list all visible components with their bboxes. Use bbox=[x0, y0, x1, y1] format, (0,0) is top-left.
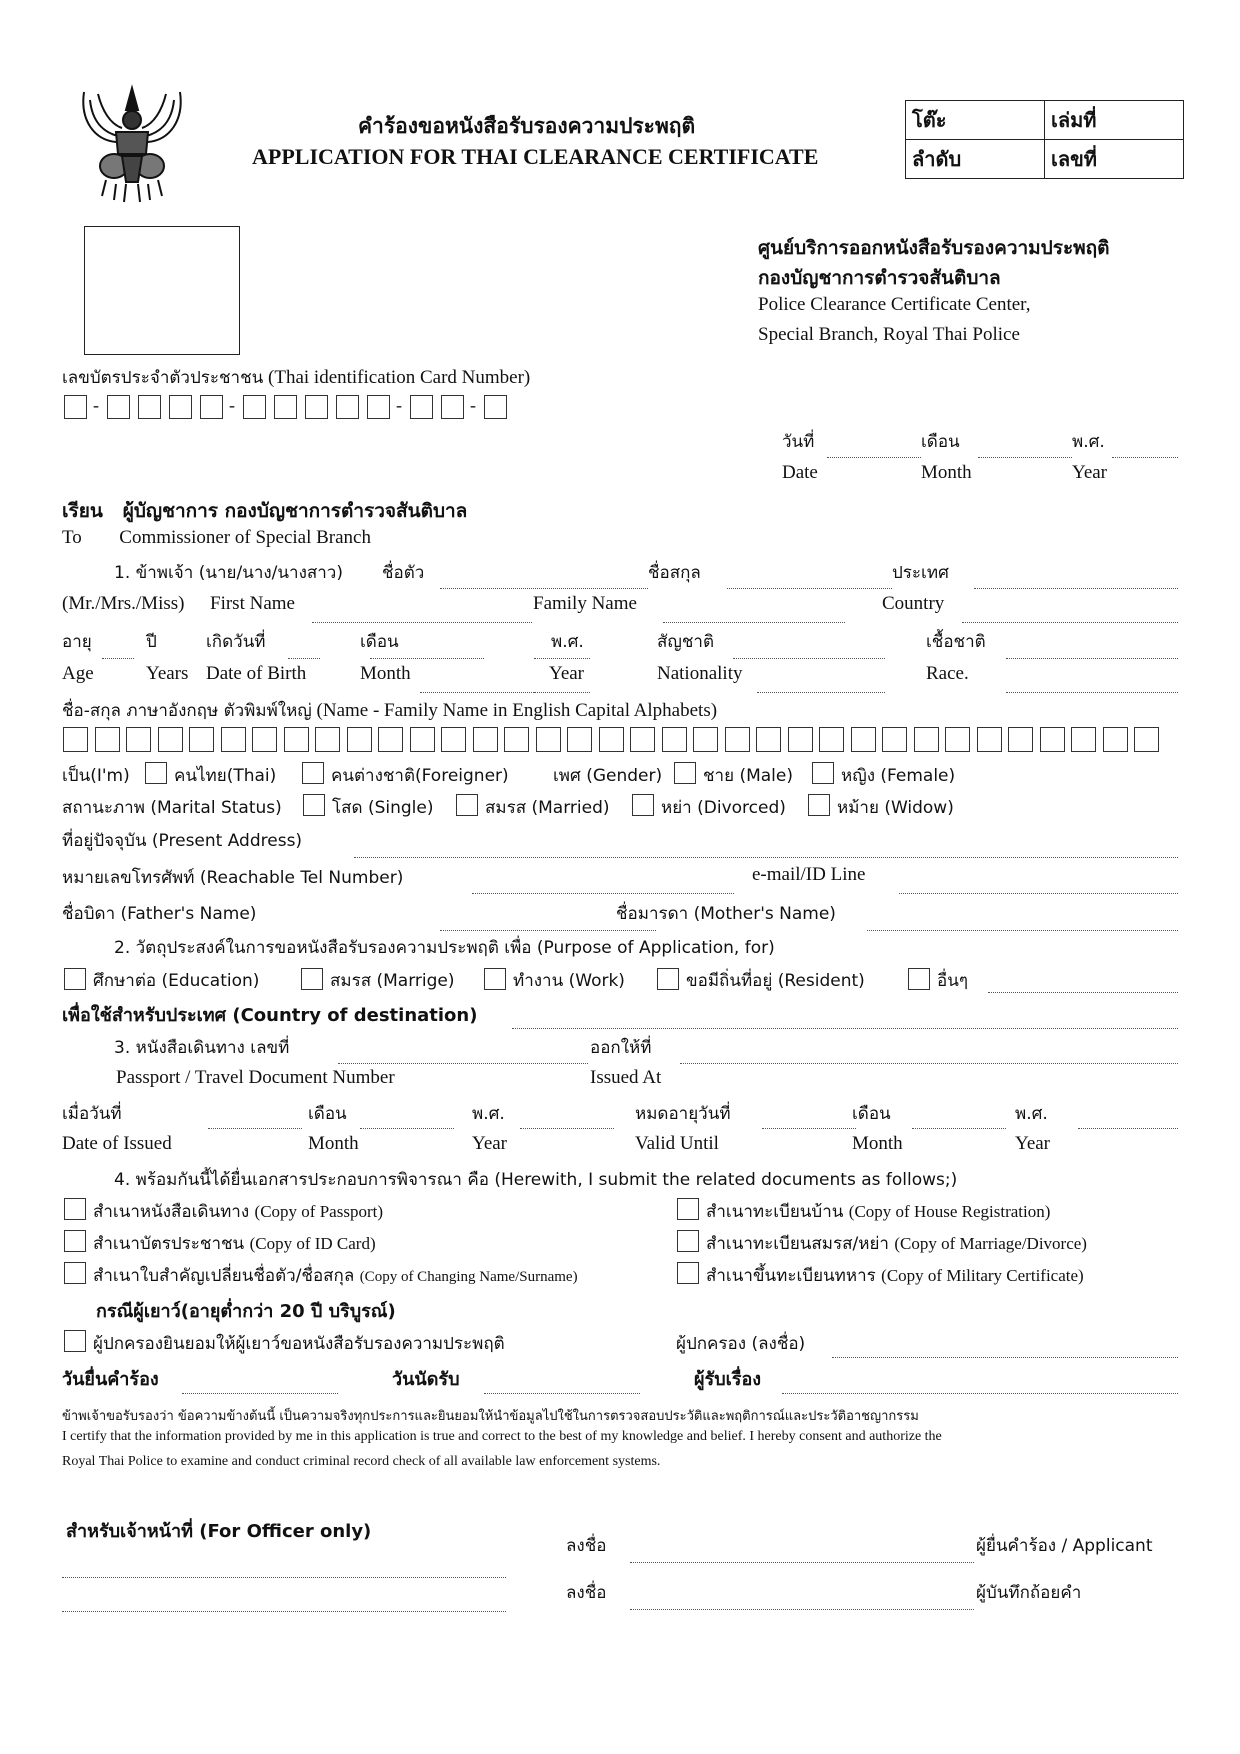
issue-year-th-label: พ.ศ. bbox=[472, 1104, 505, 1124]
recorder-role-label: ผู้บันทึกถ้อยคำ bbox=[976, 1583, 1082, 1603]
id-digit-box[interactable] bbox=[367, 395, 390, 419]
issue-month-en-label: Month bbox=[308, 1133, 359, 1154]
family-name-th-input[interactable] bbox=[727, 588, 892, 589]
name-letter-box[interactable] bbox=[977, 727, 1002, 752]
doc-namechange-th: สำเนาใบสำคัญเปลี่ยนชื่อตัว/ชื่อสกุล bbox=[93, 1266, 355, 1286]
doc-military-en: (Copy of Military Certificate) bbox=[881, 1266, 1084, 1285]
doc-military-th: สำเนาขึ้นทะเบียนทหาร bbox=[706, 1266, 876, 1286]
purpose-resident-checkbox[interactable] bbox=[657, 968, 679, 990]
agency-line-3: Police Clearance Certificate Center, bbox=[758, 294, 1031, 315]
name-letter-box[interactable] bbox=[158, 727, 183, 752]
name-letter-box[interactable] bbox=[378, 727, 403, 752]
id-card-label bbox=[62, 364, 530, 391]
years-en-label: Years bbox=[146, 663, 189, 684]
race-input[interactable] bbox=[1006, 658, 1178, 659]
thai-option-label: คนไทย(Thai) bbox=[174, 766, 277, 786]
id-card-label-en: (Thai identification Card Number) bbox=[268, 367, 531, 388]
id-digit-box[interactable] bbox=[200, 395, 223, 419]
to-english bbox=[62, 527, 371, 549]
guardian-sign-label: ผู้ปกครอง (ลงชื่อ) bbox=[676, 1334, 806, 1354]
to-thai bbox=[62, 496, 467, 526]
dob-month-th-label: เดือน bbox=[360, 632, 399, 652]
date-day-input[interactable] bbox=[827, 457, 921, 458]
appointment-date-label: วันนัดรับ bbox=[392, 1369, 460, 1390]
date-day-th: วันที่ bbox=[782, 432, 815, 452]
widow-option-label: หม้าย (Widow) bbox=[837, 798, 954, 818]
country-th-label: ประเทศ bbox=[892, 563, 949, 583]
doc-house-en: (Copy of House Registration) bbox=[848, 1202, 1051, 1221]
nationality-en-line bbox=[757, 692, 885, 693]
email-label: e-mail/ID Line bbox=[752, 864, 866, 885]
name-letter-box[interactable] bbox=[725, 727, 750, 752]
id-card-number-field[interactable] bbox=[64, 395, 524, 421]
male-option-label: ชาย (Male) bbox=[703, 766, 793, 786]
name-letter-box[interactable] bbox=[252, 727, 277, 752]
name-letter-box[interactable] bbox=[882, 727, 907, 752]
divorced-checkbox[interactable] bbox=[632, 794, 654, 816]
marital-label: สถานะภาพ (Marital Status) bbox=[62, 798, 282, 818]
single-option-label: โสด (Single) bbox=[332, 798, 434, 818]
certification-english-1: I certify that the information provided by me in this application is true and correct to the best of my knowledge and belief. I hereby consent and authorize the bbox=[62, 1429, 942, 1444]
id-digit-box[interactable] bbox=[336, 395, 359, 419]
agency-line-2: กองบัญชาการตำรวจสันติบาล bbox=[758, 267, 1001, 289]
expiry-date-th-label: หมดอายุวันที่ bbox=[635, 1104, 731, 1124]
female-option-label: หญิง (Female) bbox=[841, 766, 956, 786]
name-letter-box[interactable] bbox=[851, 727, 876, 752]
issue-year-input[interactable] bbox=[520, 1128, 614, 1129]
to-english-prefix: To bbox=[62, 527, 82, 548]
dob-month-en-label: Month bbox=[360, 663, 411, 684]
name-letter-box[interactable] bbox=[347, 727, 372, 752]
eng-name-label-th: ชื่อ-สกุล ภาษาอังกฤษ ตัวพิมพ์ใหญ่ bbox=[62, 701, 312, 721]
married-checkbox[interactable] bbox=[456, 794, 478, 816]
mother-input[interactable] bbox=[867, 930, 1178, 931]
name-letter-box[interactable] bbox=[189, 727, 214, 752]
doc-idcard-label bbox=[93, 1230, 376, 1257]
id-digit-box[interactable] bbox=[484, 395, 507, 419]
order-cell: ลำดับ bbox=[906, 140, 1045, 179]
doc-passport-th: สำเนาหนังสือเดินทาง bbox=[93, 1202, 250, 1222]
purpose-marriage-checkbox[interactable] bbox=[301, 968, 323, 990]
guardian-consent-label: ผู้ปกครองยินยอมให้ผู้เยาว์ขอหนังสือรับรองความประพฤติ bbox=[93, 1334, 505, 1354]
english-name-boxes[interactable] bbox=[63, 727, 1173, 753]
dob-year-en-label: Year bbox=[549, 663, 585, 684]
name-letter-box[interactable] bbox=[63, 727, 88, 752]
date-month-en: Month bbox=[921, 462, 972, 483]
dob-year-input[interactable] bbox=[534, 658, 590, 659]
expiry-month-en-label: Month bbox=[852, 1133, 903, 1154]
destination-input[interactable] bbox=[512, 1028, 1178, 1029]
race-th-label: เชื้อชาติ bbox=[926, 632, 986, 652]
gender-label: เพศ (Gender) bbox=[553, 766, 663, 786]
doc-house-label bbox=[706, 1198, 1050, 1225]
name-letter-box[interactable] bbox=[95, 727, 120, 752]
nationality-input[interactable] bbox=[733, 658, 885, 659]
desk-cell: โต๊ะ bbox=[906, 101, 1045, 140]
name-letter-box[interactable] bbox=[221, 727, 246, 752]
doc-passport-en: (Copy of Passport) bbox=[254, 1202, 383, 1221]
applicant-sign-label: ลงชื่อ bbox=[566, 1536, 607, 1556]
name-letter-box[interactable] bbox=[536, 727, 561, 752]
id-digit-box[interactable] bbox=[305, 395, 328, 419]
email-input[interactable] bbox=[899, 893, 1178, 894]
name-letter-box[interactable] bbox=[630, 727, 655, 752]
section2-heading: 2. วัตถุประสงค์ในการขอหนังสือรับรองความประพฤติ เพื่อ (Purpose of Application, for) bbox=[114, 938, 775, 958]
title-english: APPLICATION FOR THAI CLEARANCE CERTIFICATE bbox=[252, 144, 819, 169]
address-label: ที่อยู่ปัจจุบัน (Present Address) bbox=[62, 831, 303, 851]
expiry-year-en-label: Year bbox=[1015, 1133, 1051, 1154]
passport-th-label: 3. หนังสือเดินทาง เลขที่ bbox=[114, 1038, 290, 1058]
purpose-work-checkbox[interactable] bbox=[484, 968, 506, 990]
name-letter-box[interactable] bbox=[1040, 727, 1065, 752]
name-letter-box[interactable] bbox=[1134, 727, 1159, 752]
name-letter-box[interactable] bbox=[1103, 727, 1128, 752]
first-name-th-input[interactable] bbox=[440, 588, 648, 589]
date-month-input[interactable] bbox=[978, 457, 1072, 458]
number-cell: เลขที่ bbox=[1045, 140, 1184, 179]
father-label: ชื่อบิดา (Father's Name) bbox=[62, 904, 257, 924]
race-en-label: Race. bbox=[926, 663, 969, 684]
expiry-year-th-label: พ.ศ. bbox=[1015, 1104, 1048, 1124]
single-checkbox[interactable] bbox=[303, 794, 325, 816]
submit-date-label: วันยื่นคำร้อง bbox=[62, 1369, 159, 1390]
agency-line-1: ศูนย์บริการออกหนังสือรับรองความประพฤติ bbox=[758, 237, 1110, 259]
volume-cell: เล่มที่ bbox=[1045, 101, 1184, 140]
issued-at-input[interactable] bbox=[680, 1063, 1178, 1064]
name-letter-box[interactable] bbox=[473, 727, 498, 752]
title-thai: คำร้องขอหนังสือรับรองความประพฤติ bbox=[358, 114, 696, 138]
issued-at-th-label: ออกให้ที่ bbox=[590, 1038, 652, 1058]
issue-month-input[interactable] bbox=[360, 1128, 454, 1129]
name-letter-box[interactable] bbox=[1071, 727, 1096, 752]
id-digit-box[interactable] bbox=[410, 395, 433, 419]
id-card-label-th: เลขบัตรประจำตัวประชาชน bbox=[62, 368, 264, 388]
dob-year-en-line bbox=[534, 692, 590, 693]
name-letter-box[interactable] bbox=[914, 727, 939, 752]
section1-intro: 1. ข้าพเจ้า (นาย/นาง/นางสาว) bbox=[114, 563, 343, 583]
guardian-sign-input[interactable] bbox=[832, 1357, 1178, 1358]
passport-en-label: Passport / Travel Document Number bbox=[116, 1067, 395, 1088]
family-name-en-label: Family Name bbox=[533, 593, 637, 614]
first-name-th-label: ชื่อตัว bbox=[382, 563, 425, 583]
id-digit-box[interactable] bbox=[64, 395, 87, 419]
name-letter-box[interactable] bbox=[1008, 727, 1033, 752]
id-separator: - bbox=[396, 395, 402, 415]
married-option-label: สมรส (Married) bbox=[485, 798, 610, 818]
family-name-en-input[interactable] bbox=[663, 622, 845, 623]
recorder-sign-input[interactable] bbox=[630, 1609, 974, 1610]
destination-label: เพื่อใช้สำหรับประเทศ (Country of destination) bbox=[62, 1005, 478, 1026]
agency-line-4: Special Branch, Royal Thai Police bbox=[758, 324, 1020, 345]
date-day-en: Date bbox=[782, 462, 818, 483]
garuda-emblem-icon bbox=[76, 80, 188, 205]
years-th-label: ปี bbox=[146, 632, 157, 652]
purpose-other-checkbox[interactable] bbox=[908, 968, 930, 990]
to-thai-name: ผู้บัญชาการ กองบัญชาการตำรวจสันติบาล bbox=[122, 500, 468, 522]
receiver-label: ผู้รับเรื่อง bbox=[694, 1369, 762, 1390]
age-th-label: อายุ bbox=[62, 632, 92, 652]
office-use-table bbox=[905, 100, 1184, 179]
eng-name-label bbox=[62, 697, 717, 724]
im-label: เป็น(I'm) bbox=[62, 766, 130, 786]
name-letter-box[interactable] bbox=[819, 727, 844, 752]
name-letter-box[interactable] bbox=[788, 727, 813, 752]
certification-english-2: Royal Thai Police to examine and conduct criminal record check of all available law enforcement systems. bbox=[62, 1454, 661, 1469]
country-en-label: Country bbox=[882, 593, 945, 614]
first-name-en-input[interactable] bbox=[312, 622, 532, 623]
country-en-input[interactable] bbox=[962, 622, 1178, 623]
name-letter-box[interactable] bbox=[410, 727, 435, 752]
to-thai-prefix: เรียน bbox=[62, 500, 103, 522]
id-digit-box[interactable] bbox=[169, 395, 192, 419]
issue-month-th-label: เดือน bbox=[308, 1104, 347, 1124]
purpose-resident-label: ขอมีถิ่นที่อยู่ (Resident) bbox=[686, 971, 865, 991]
purpose-education-checkbox[interactable] bbox=[64, 968, 86, 990]
name-letter-box[interactable] bbox=[126, 727, 151, 752]
tel-input[interactable] bbox=[472, 893, 734, 894]
doc-passport-checkbox[interactable] bbox=[64, 1198, 86, 1220]
doc-house-checkbox[interactable] bbox=[677, 1198, 699, 1220]
applicant-sign-input[interactable] bbox=[630, 1562, 974, 1563]
divorced-option-label: หย่า (Divorced) bbox=[661, 798, 786, 818]
officer-line-2[interactable] bbox=[62, 1611, 506, 1612]
purpose-work-label: ทำงาน (Work) bbox=[513, 971, 625, 991]
issue-date-th-label: เมื่อวันที่ bbox=[62, 1104, 122, 1124]
nationality-en-label: Nationality bbox=[657, 663, 743, 684]
certification-thai: ข้าพเจ้าขอรับรองว่า ข้อความข้างต้นนี้ เป็นความจริงทุกประการและยินยอมให้นำข้อมูลไปใช้ในการตรวจสอบประวัติและพฤติการณ์และประวัติอาชญากรรม bbox=[62, 1409, 919, 1424]
minor-heading: กรณีผู้เยาว์(อายุต่ำกว่า 20 ปี บริบูรณ์) bbox=[96, 1301, 396, 1322]
issued-at-en-label: Issued At bbox=[590, 1067, 662, 1088]
name-letter-box[interactable] bbox=[693, 727, 718, 752]
name-letter-box[interactable] bbox=[504, 727, 529, 752]
purpose-marriage-label: สมรส (Marrige) bbox=[330, 971, 455, 991]
doc-marriage-en: (Copy of Marriage/Divorce) bbox=[894, 1234, 1087, 1253]
mother-label: ชื่อมารดา (Mother's Name) bbox=[616, 904, 836, 924]
recorder-sign-label: ลงชื่อ bbox=[566, 1583, 607, 1603]
nationality-th-label: สัญชาติ bbox=[657, 632, 714, 652]
date-year-input[interactable] bbox=[1112, 457, 1178, 458]
foreigner-option-label: คนต่างชาติ(Foreigner) bbox=[331, 766, 509, 786]
doc-idcard-th: สำเนาบัตรประชาชน bbox=[93, 1234, 245, 1254]
guardian-consent-checkbox[interactable] bbox=[64, 1330, 86, 1352]
doc-idcard-en: (Copy of ID Card) bbox=[249, 1234, 376, 1253]
expiry-month-th-label: เดือน bbox=[852, 1104, 891, 1124]
doc-marriage-th: สำเนาทะเบียนสมรส/หย่า bbox=[706, 1234, 889, 1254]
officer-line-1[interactable] bbox=[62, 1577, 506, 1578]
family-name-th-label: ชื่อสกุล bbox=[648, 563, 701, 583]
issue-date-input[interactable] bbox=[208, 1128, 302, 1129]
race-en-line bbox=[1006, 692, 1178, 693]
father-input[interactable] bbox=[440, 930, 656, 931]
doc-military-label bbox=[706, 1262, 1084, 1289]
photo-box[interactable] bbox=[84, 226, 240, 355]
id-digit-box[interactable] bbox=[138, 395, 161, 419]
to-english-name: Commissioner of Special Branch bbox=[119, 527, 371, 548]
purpose-other-label: อื่นๆ bbox=[937, 971, 968, 991]
doc-idcard-checkbox[interactable] bbox=[64, 1230, 86, 1252]
officer-label: สำหรับเจ้าหน้าที่ (For Officer only) bbox=[66, 1521, 372, 1542]
expiry-date-en-label: Valid Until bbox=[635, 1133, 719, 1154]
date-year-en: Year bbox=[1072, 462, 1108, 483]
id-digit-box[interactable] bbox=[107, 395, 130, 419]
tel-label: หมายเลขโทรศัพท์ (Reachable Tel Number) bbox=[62, 868, 404, 888]
name-letter-box[interactable] bbox=[567, 727, 592, 752]
id-digit-box[interactable] bbox=[274, 395, 297, 419]
name-letter-box[interactable] bbox=[599, 727, 624, 752]
appointment-date-input[interactable] bbox=[484, 1393, 640, 1394]
id-separator: - bbox=[229, 395, 235, 415]
id-separator: - bbox=[470, 395, 476, 415]
age-input[interactable] bbox=[102, 658, 134, 659]
dob-month-input[interactable] bbox=[370, 658, 484, 659]
doc-namechange-label bbox=[93, 1262, 578, 1289]
dob-month-en-line bbox=[420, 692, 534, 693]
doc-military-checkbox[interactable] bbox=[677, 1262, 699, 1284]
dob-year-th-label: พ.ศ. bbox=[551, 632, 584, 652]
name-letter-box[interactable] bbox=[662, 727, 687, 752]
male-checkbox[interactable] bbox=[674, 762, 696, 784]
foreigner-checkbox[interactable] bbox=[302, 762, 324, 784]
date-month-th: เดือน bbox=[921, 432, 960, 452]
doc-house-th: สำเนาทะเบียนบ้าน bbox=[706, 1202, 844, 1222]
purpose-education-label: ศึกษาต่อ (Education) bbox=[93, 971, 260, 991]
title-en-label: (Mr./Mrs./Miss) bbox=[62, 593, 185, 614]
submit-date-input[interactable] bbox=[182, 1393, 338, 1394]
thai-checkbox[interactable] bbox=[145, 762, 167, 784]
dob-day-input[interactable] bbox=[288, 658, 320, 659]
applicant-role-label: ผู้ยื่นคำร้อง / Applicant bbox=[976, 1536, 1153, 1556]
passport-number-input[interactable] bbox=[338, 1063, 588, 1064]
date-year-th: พ.ศ. bbox=[1072, 432, 1105, 452]
eng-name-label-en: (Name - Family Name in English Capital Alphabets) bbox=[316, 700, 718, 721]
doc-marriage-checkbox[interactable] bbox=[677, 1230, 699, 1252]
name-letter-box[interactable] bbox=[284, 727, 309, 752]
id-digit-box[interactable] bbox=[243, 395, 266, 419]
name-letter-box[interactable] bbox=[315, 727, 340, 752]
issue-year-en-label: Year bbox=[472, 1133, 508, 1154]
widow-checkbox[interactable] bbox=[808, 794, 830, 816]
id-digit-box[interactable] bbox=[441, 395, 464, 419]
section4-heading: 4. พร้อมกันนี้ได้ยื่นเอกสารประกอบการพิจารณา คือ (Herewith, I submit the related documents as follows;) bbox=[114, 1170, 958, 1190]
name-letter-box[interactable] bbox=[756, 727, 781, 752]
doc-marriage-label bbox=[706, 1230, 1087, 1257]
dob-th-label: เกิดวันที่ bbox=[206, 632, 266, 652]
dob-en-label: Date of Birth bbox=[206, 663, 307, 684]
age-en-label: Age bbox=[62, 663, 94, 684]
name-letter-box[interactable] bbox=[441, 727, 466, 752]
doc-passport-label bbox=[93, 1198, 383, 1225]
female-checkbox[interactable] bbox=[812, 762, 834, 784]
issue-date-en-label: Date of Issued bbox=[62, 1133, 172, 1154]
doc-namechange-checkbox[interactable] bbox=[64, 1262, 86, 1284]
purpose-other-input[interactable] bbox=[988, 992, 1178, 993]
country-th-input[interactable] bbox=[974, 588, 1178, 589]
expiry-year-input[interactable] bbox=[1078, 1128, 1178, 1129]
receiver-input[interactable] bbox=[782, 1393, 1178, 1394]
name-letter-box[interactable] bbox=[945, 727, 970, 752]
expiry-date-input[interactable] bbox=[762, 1128, 856, 1129]
id-separator: - bbox=[93, 395, 99, 415]
address-input[interactable] bbox=[354, 857, 1178, 858]
first-name-en-label: First Name bbox=[210, 593, 295, 614]
doc-namechange-en: (Copy of Changing Name/Surname) bbox=[359, 1269, 578, 1285]
expiry-month-input[interactable] bbox=[912, 1128, 1006, 1129]
